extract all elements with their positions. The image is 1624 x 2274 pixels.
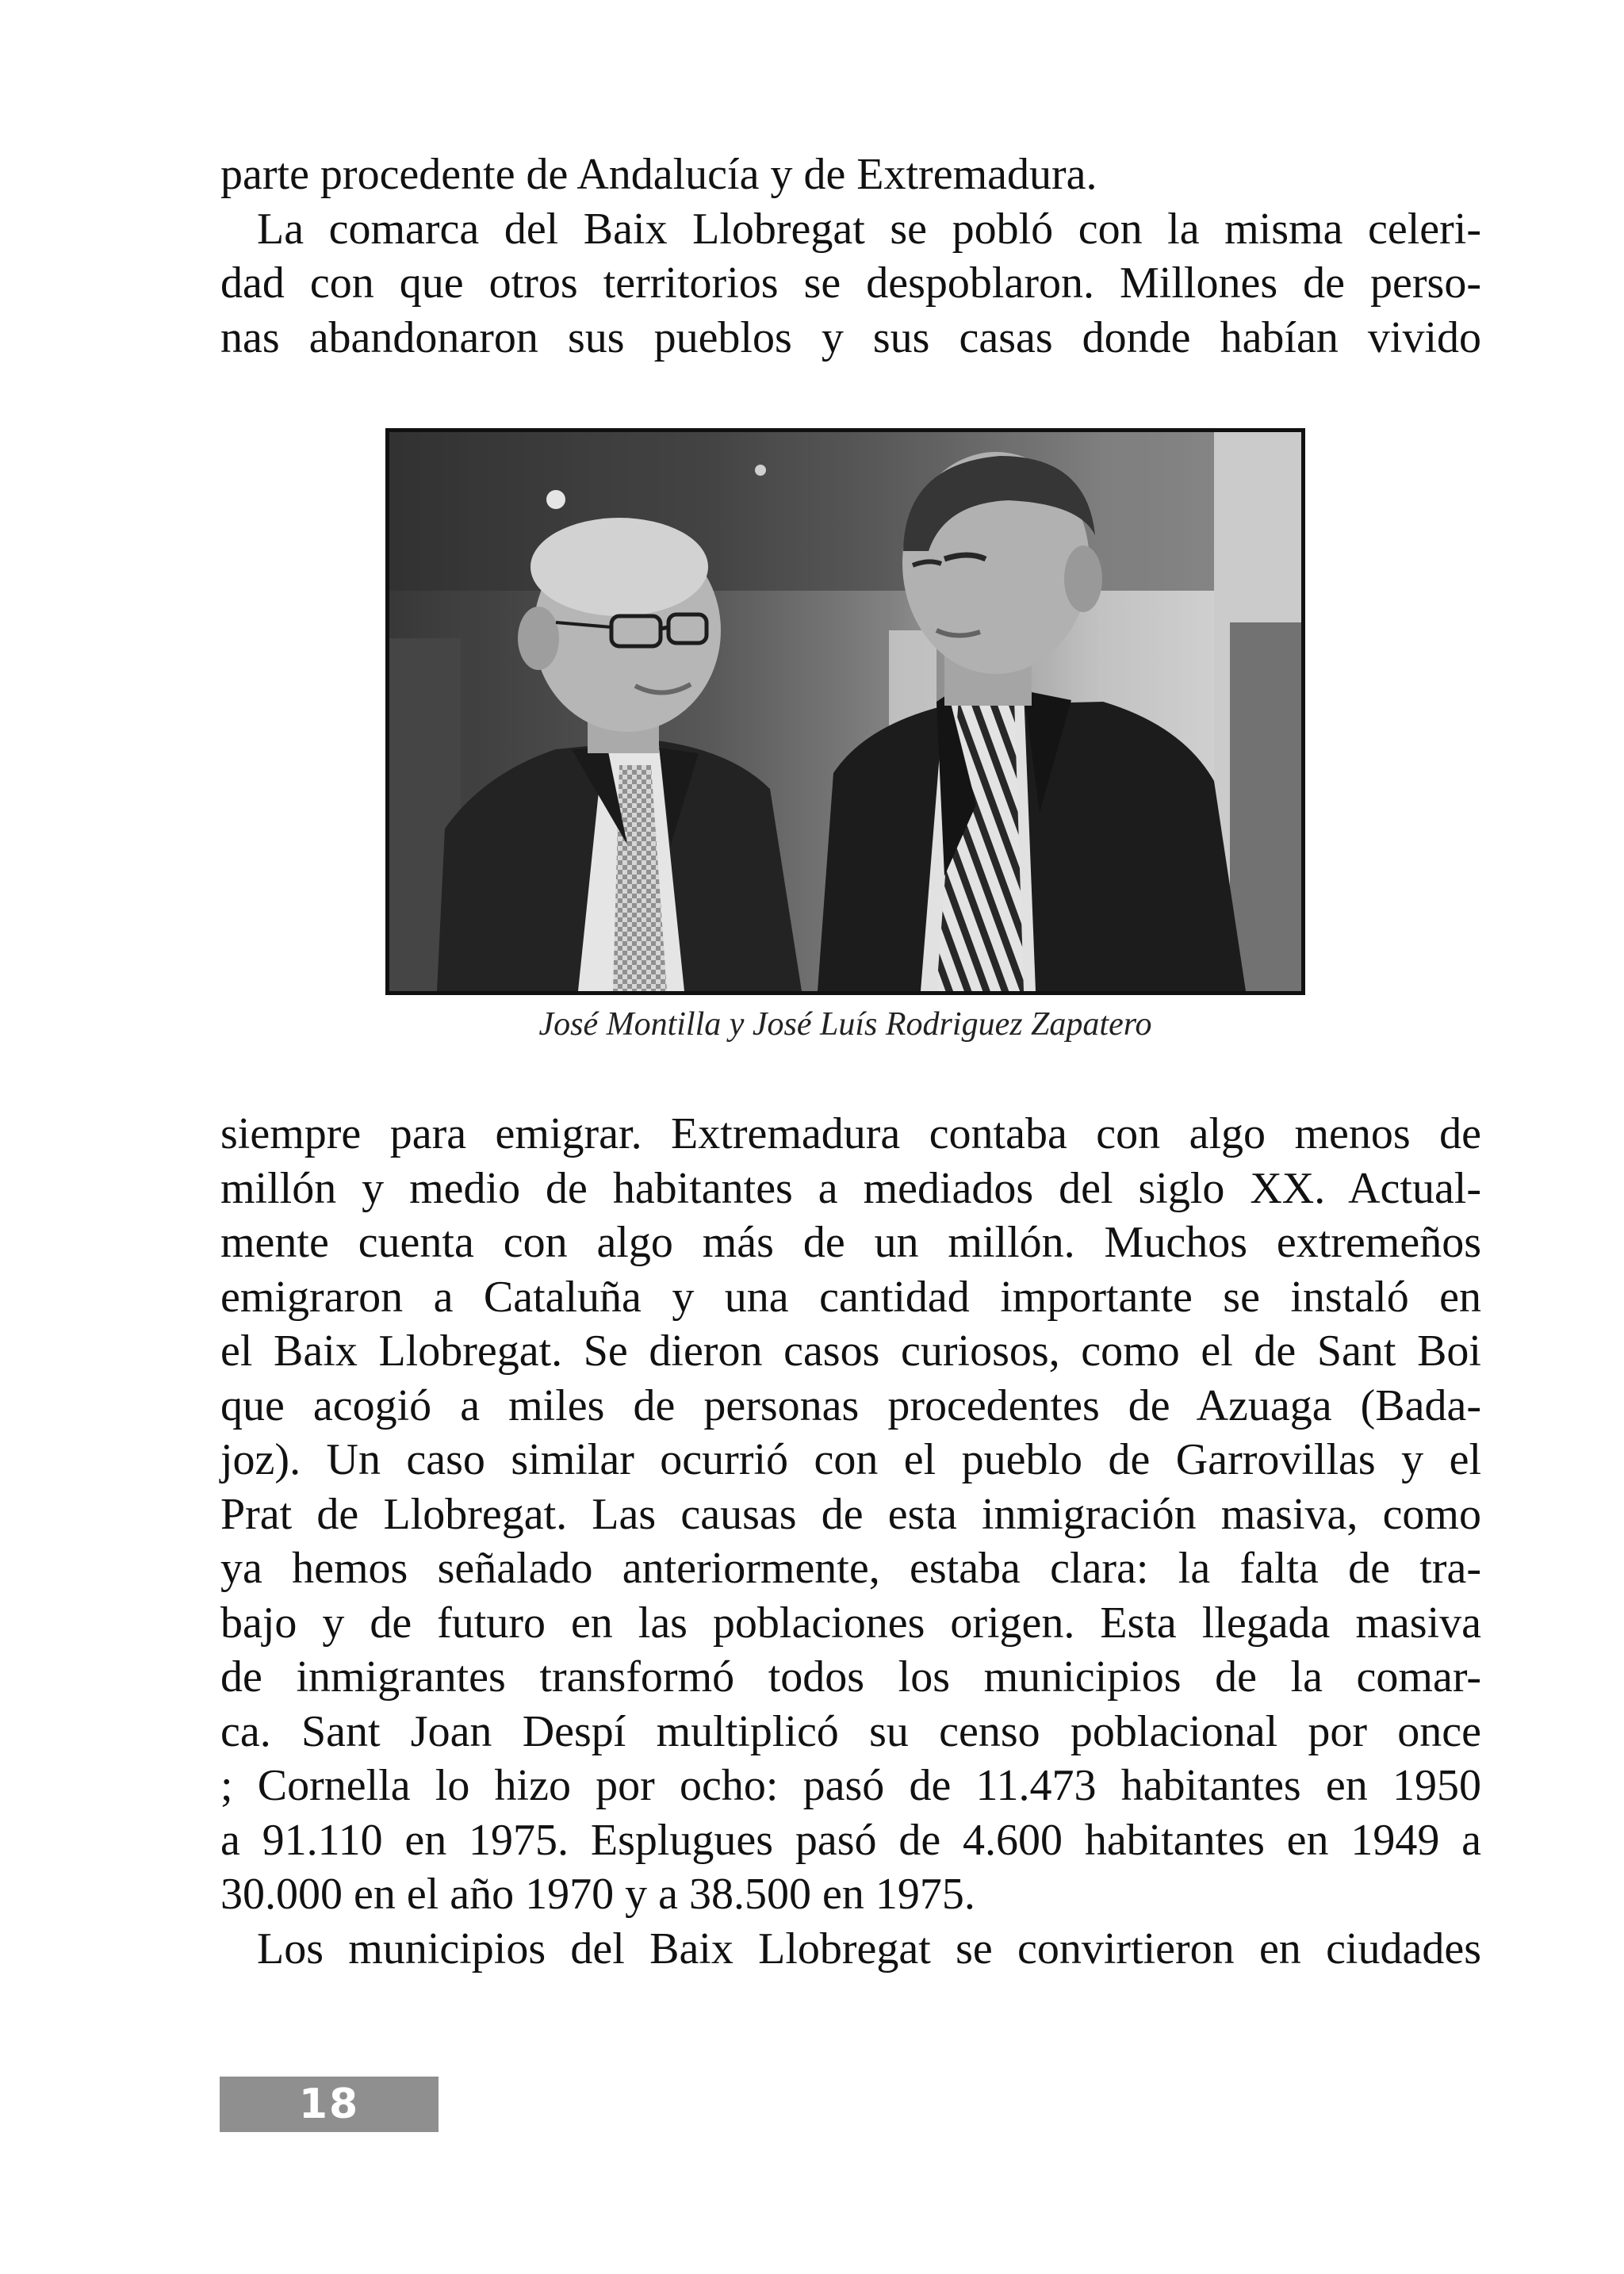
text-line: de inmigrantes transformó todos los municipios de la comar-: [220, 1652, 1481, 1702]
text-line: joz). Un caso similar ocurrió con el pueblo de Garrovillas y el: [220, 1435, 1481, 1484]
text-line: Los municipios del Baix Llobregat se convirtieron en ciudades: [257, 1924, 1481, 1973]
text-line: La comarca del Baix Llobregat se pobló con la misma celeri-: [257, 204, 1481, 254]
text-line: ca. Sant Joan Despí multiplicó su censo poblacional por once: [220, 1706, 1481, 1756]
text-line: parte procedente de Andalucía y de Extremadura.: [220, 150, 1097, 199]
text-line: que acogió a miles de personas procedentes de Azuaga (Bada-: [220, 1380, 1481, 1430]
text-line: siempre para emigrar. Extremadura contaba con algo menos de: [220, 1109, 1481, 1158]
text-line: bajo y de futuro en las poblaciones origen. Esta llegada masiva: [220, 1598, 1481, 1648]
text-line: Prat de Llobregat. Las causas de esta inmigración masiva, como: [220, 1489, 1481, 1539]
photograph: [385, 428, 1305, 995]
body-text-top: [220, 147, 1481, 365]
body-text-bottom: [220, 1107, 1481, 1976]
text-line: ya hemos señalado anteriormente, estaba clara: la falta de tra-: [220, 1544, 1481, 1593]
text-line: nas abandonaron sus pueblos y sus casas donde habían vivido: [220, 312, 1481, 362]
text-line: el Baix Llobregat. Se dieron casos curiosos, como el de Sant Boi: [220, 1326, 1481, 1376]
text-line: a 91.110 en 1975. Esplugues pasó de 4.600 habitantes en 1949 a: [220, 1815, 1481, 1865]
text-line: millón y medio de habitantes a mediados del siglo XX. Actual-: [220, 1163, 1481, 1213]
text-line: dad con que otros territorios se despoblaron. Millones de perso-: [220, 258, 1481, 308]
page-number: 18: [220, 2077, 439, 2132]
text-line: ; Cornella lo hizo por ocho: pasó de 11.473 habitantes en 1950: [220, 1761, 1481, 1810]
text-line: mente cuenta con algo más de un millón. Muchos extremeños: [220, 1218, 1481, 1267]
text-line: 30.000 en el año 1970 y a 38.500 en 1975.: [220, 1870, 975, 1919]
photo-caption: José Montilla y José Luís Rodriguez Zapatero: [538, 1006, 1152, 1043]
text-line: emigraron a Cataluña y una cantidad importante se instaló en: [220, 1272, 1481, 1322]
